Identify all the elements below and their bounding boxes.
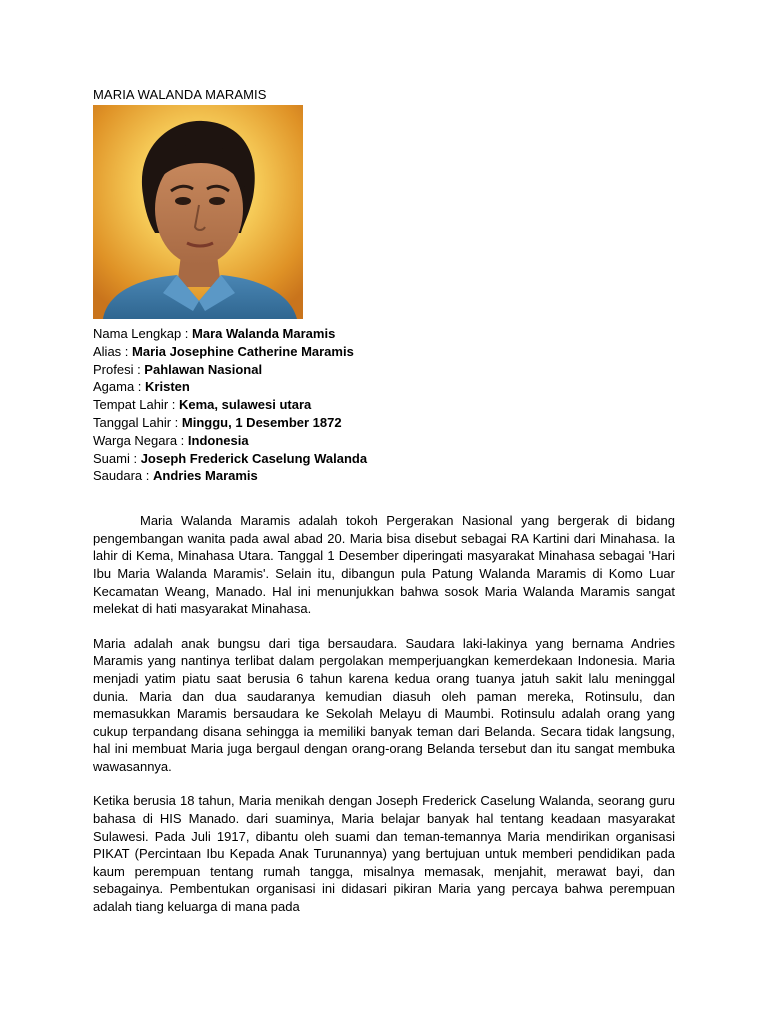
biodata-value: Joseph Frederick Caselung Walanda	[140, 450, 368, 466]
body-paragraph: Ketika berusia 18 tahun, Maria menikah dengan Joseph Frederick Caselung Walanda, seorang guru bahasa di HIS Manado. dari suaminya, Maria belajar banyak hal tentang keadaan masyarakat Sulawesi. Pada Juli 1917, dibantu oleh suami dan teman-temannya Maria mendirikan organisasi PIKAT (Percintaan Ibu Kepada Anak Turunannya) yang bertujuan untuk memberi pendidikan pada kaum perempuan tentang rumah tangga, misalnya memasak, menjahit, merawat bayi, dan sebagainya. Pembentukan organisasi ini didasari pikiran Maria yang percaya bahwa perempuan adalah tiang keluarga di mana pada	[93, 793, 675, 915]
biodata-label: Warga Negara :	[93, 432, 188, 448]
biodata-label: Suami :	[93, 450, 141, 466]
biodata-label: Nama Lengkap :	[93, 326, 193, 341]
biodata-label: Tempat Lahir :	[93, 397, 179, 413]
biodata-value: Minggu, 1 Desember 1872	[181, 414, 342, 430]
biodata-value: Pahlawan Nasional	[144, 361, 263, 377]
biodata-row	[93, 467, 675, 485]
biodata-list	[93, 325, 675, 485]
biodata-row	[93, 378, 675, 396]
biodata-row	[93, 396, 675, 414]
biodata-value: Indonesia	[187, 432, 249, 448]
body-paragraph: Maria Walanda Maramis adalah tokoh Pergerakan Nasional yang bergerak di bidang pengembangan wanita pada awal abad 20. Maria bisa disebut sebagai RA Kartini dari Minahasa. Ia lahir di Kema, Minahasa Utara. Tanggal 1 Desember diperingati masyarakat Minahasa sebagai 'Hari Ibu Maria Walanda Maramis'. Selain itu, dibangun pula Patung Walanda Maramis di Komo Luar Kecamatan Weang, Manado. Hal ini menunjukkan bahwa sosok Maria Walanda Maramis sangat melekat di hati masyarakat Minahasa.	[93, 513, 675, 617]
biodata-row	[93, 414, 675, 432]
biodata-value: Kristen	[145, 379, 190, 395]
portrait-painting-icon	[93, 105, 303, 319]
biodata-label: Saudara :	[93, 468, 153, 484]
body-paragraph: Maria adalah anak bungsu dari tiga bersaudara. Saudara laki-lakinya yang bernama Andries Maramis yang nantinya terlibat dalam pergolakan memperjuangkan kemerdekaan Indonesia. Maria menjadi yatim piatu saat berusia 6 tahun karena kedua orang tuanya jatuh sakit lalu meninggal dunia. Maria dan dua saudaranya kemudian diasuh oleh paman mereka, Rotinsulu, dan memasukkan Maramis bersaudara ke Sekolah Melayu di Maumbi. Rotinsulu adalah orang yang cukup terpandang disana sehingga ia memiliki banyak teman dari Belanda. Secara tidak langsung, hal ini membuat Maria juga bergaul dengan orang-orang Belanda tersebut dan itu sangat membuka wawasannya.	[93, 635, 675, 774]
biodata-row	[93, 325, 675, 343]
biodata-label: Agama :	[93, 379, 146, 395]
portrait-image	[93, 105, 303, 319]
biodata-value: Andries Maramis	[153, 468, 258, 484]
biodata-value: Kema, sulawesi utara	[179, 397, 312, 413]
biodata-value: Mara Walanda Maramis	[192, 326, 336, 341]
document-title: MARIA WALANDA MARAMIS	[93, 87, 267, 102]
biodata-row	[93, 450, 675, 468]
biodata-label: Alias :	[93, 343, 133, 359]
biodata-row	[93, 432, 675, 450]
biodata-row	[93, 343, 675, 361]
biodata-row	[93, 361, 675, 379]
document-page	[93, 86, 675, 916]
biodata-label: Profesi :	[93, 361, 145, 377]
biodata-label: Tanggal Lahir :	[93, 414, 182, 430]
biodata-value: Maria Josephine Catherine Maramis	[132, 343, 354, 359]
